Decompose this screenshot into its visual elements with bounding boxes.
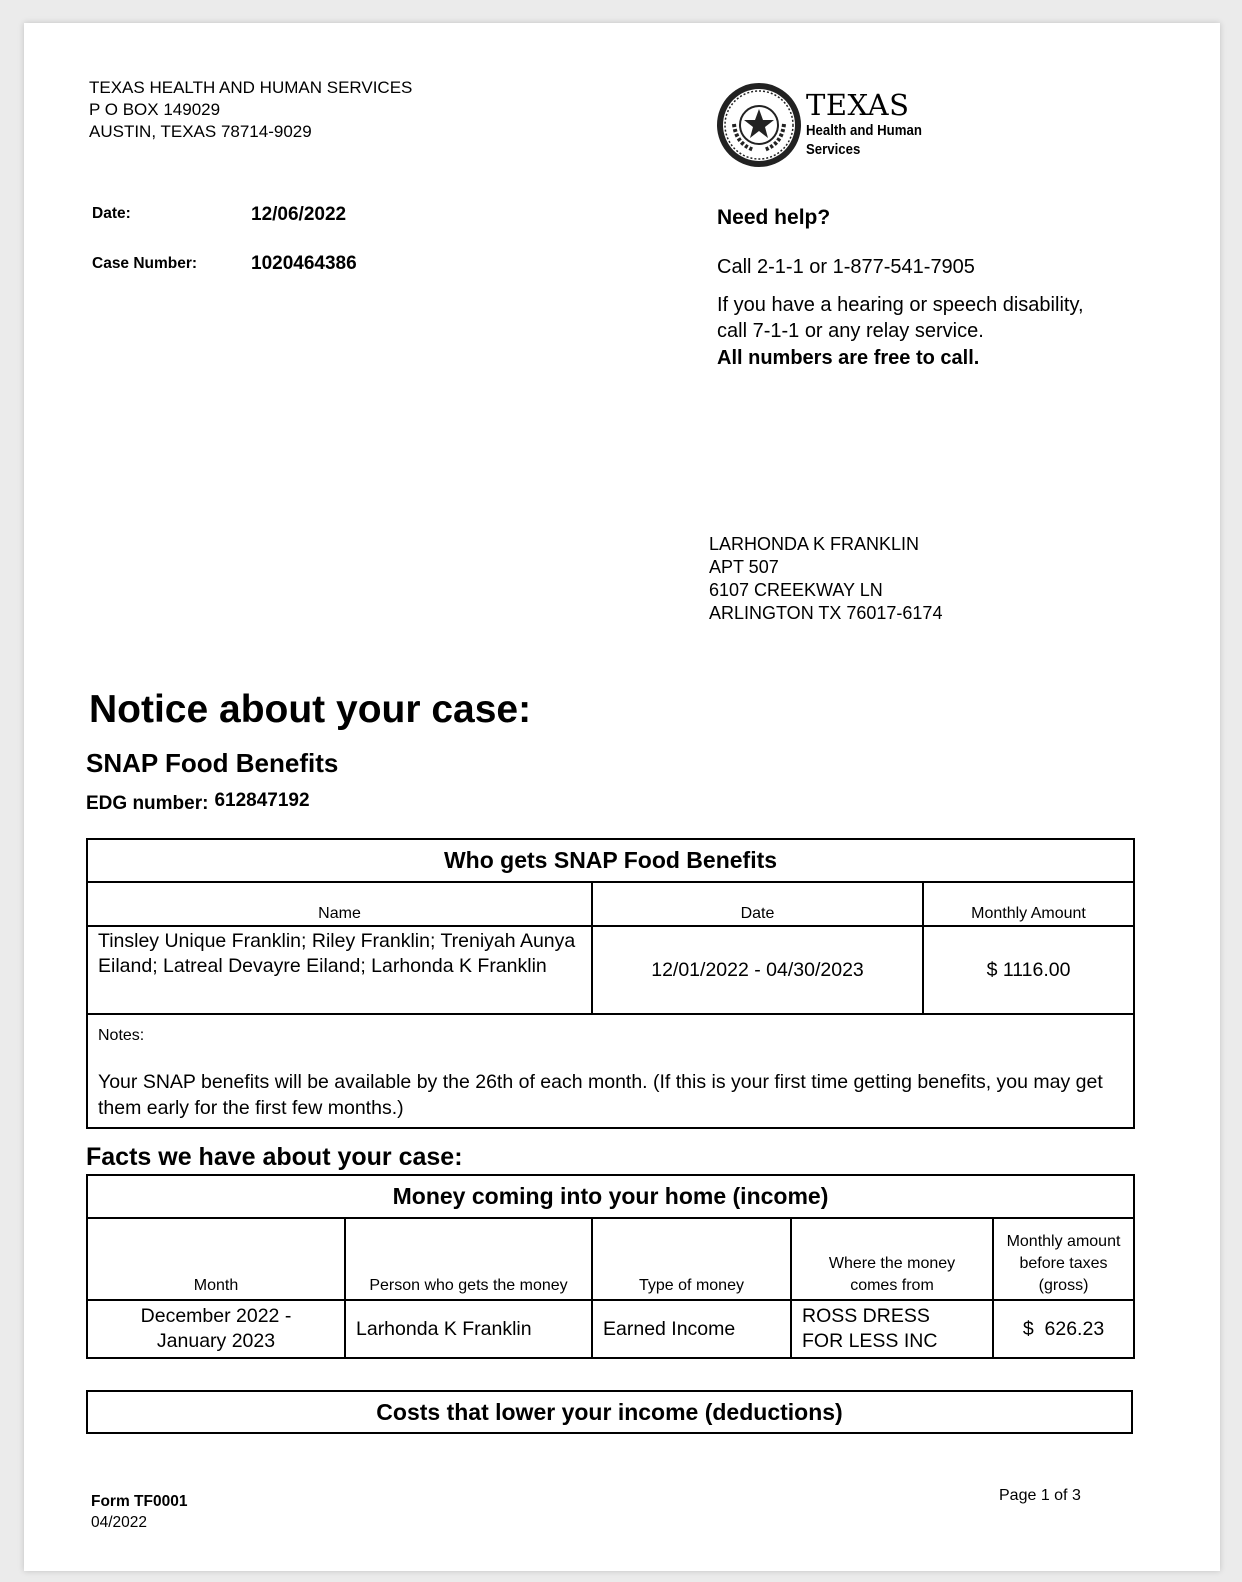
column-header-gross-amount: Monthly amount before taxes (gross): [993, 1218, 1134, 1300]
benefit-period: 12/01/2022 - 04/30/2023: [592, 926, 923, 1014]
logo-wordmark: [806, 90, 938, 159]
notes-cell: [87, 1014, 1134, 1128]
column-header-monthly-amount: Monthly Amount: [923, 882, 1134, 926]
hhs-logo: [714, 80, 939, 170]
income-source: ROSS DRESS FOR LESS INC: [791, 1300, 993, 1358]
income-table-title: Money coming into your home (income): [87, 1175, 1134, 1218]
table-row: [87, 926, 1134, 1014]
edg-number: [86, 790, 310, 815]
help-disability-line-2: call 7-1-1 or any relay service.: [717, 320, 984, 342]
income-person: Larhonda K Franklin: [345, 1300, 592, 1358]
help-phone: Call 2-1-1 or 1-877-541-7905: [717, 256, 975, 278]
column-header-source: Where the money comes from: [791, 1218, 993, 1300]
form-date: 04/2022: [91, 1514, 148, 1531]
column-header-type: Type of money: [592, 1218, 791, 1300]
recipient-address: [709, 533, 942, 625]
texas-seal-icon: [714, 80, 804, 170]
date-value: 12/06/2022: [251, 204, 347, 225]
notes-text: Your SNAP benefits will be available by the 26th of each month. (If this is your first time getting benefits, you may get them early for the first few months.): [98, 1071, 1103, 1119]
facts-heading: Facts we have about your case:: [86, 1143, 463, 1171]
case-number-label: Case Number:: [92, 255, 198, 272]
column-header-date: Date: [592, 882, 923, 926]
recipient-name: LARHONDA K FRANKLIN: [709, 534, 920, 554]
sender-address: [89, 77, 412, 143]
benefits-table-title: Who gets SNAP Food Benefits: [87, 839, 1134, 882]
deductions-table-title: Costs that lower your income (deductions): [87, 1391, 1132, 1433]
income-table: [86, 1174, 1135, 1359]
sender-line-2: P O BOX 149029: [89, 100, 221, 119]
notice-title: Notice about your case:: [89, 688, 532, 731]
deductions-table: [86, 1390, 1133, 1434]
income-amount: $ 626.23: [993, 1300, 1134, 1358]
recipient-street: 6107 CREEKWAY LN: [709, 580, 883, 600]
recipients-names: Tinsley Unique Franklin; Riley Franklin; Treniyah Aunya Eiland; Latreal Devayre Eiland; Larhonda K Franklin: [87, 926, 592, 1014]
column-header-month: Month: [87, 1218, 345, 1300]
benefits-table: [86, 838, 1135, 1129]
date-label: Date:: [92, 205, 131, 222]
monthly-amount: $ 1116.00: [923, 926, 1134, 1014]
program-name: SNAP Food Benefits: [86, 748, 339, 778]
recipient-city: ARLINGTON TX 76017-6174: [709, 603, 943, 623]
page-number: Page 1 of 3: [999, 1487, 1081, 1504]
document-page: [24, 23, 1220, 1571]
edg-value: 612847192: [214, 790, 310, 811]
form-number: Form TF0001: [91, 1493, 188, 1510]
need-help-heading: Need help?: [717, 206, 831, 229]
table-row: [87, 1300, 1134, 1358]
sender-line-3: AUSTIN, TEXAS 78714-9029: [89, 122, 312, 141]
notes-label: Notes:: [98, 1027, 145, 1044]
recipient-apt: APT 507: [709, 557, 779, 577]
sender-line-1: TEXAS HEALTH AND HUMAN SERVICES: [89, 78, 413, 97]
form-id: [91, 1491, 187, 1533]
logo-texas: TEXAS: [806, 88, 910, 122]
income-type: Earned Income: [592, 1300, 791, 1358]
income-month: December 2022 - January 2023: [87, 1300, 345, 1358]
logo-subtitle-2: Services: [806, 141, 861, 158]
logo-subtitle-1: Health and Human: [806, 122, 922, 139]
column-header-person: Person who gets the money: [345, 1218, 592, 1300]
edg-label: EDG number:: [86, 793, 209, 814]
column-header-name: Name: [87, 882, 592, 926]
help-disability-line-1: If you have a hearing or speech disability,: [717, 294, 1084, 316]
help-free-note: All numbers are free to call.: [717, 347, 980, 369]
case-number-value: 1020464386: [251, 253, 357, 274]
